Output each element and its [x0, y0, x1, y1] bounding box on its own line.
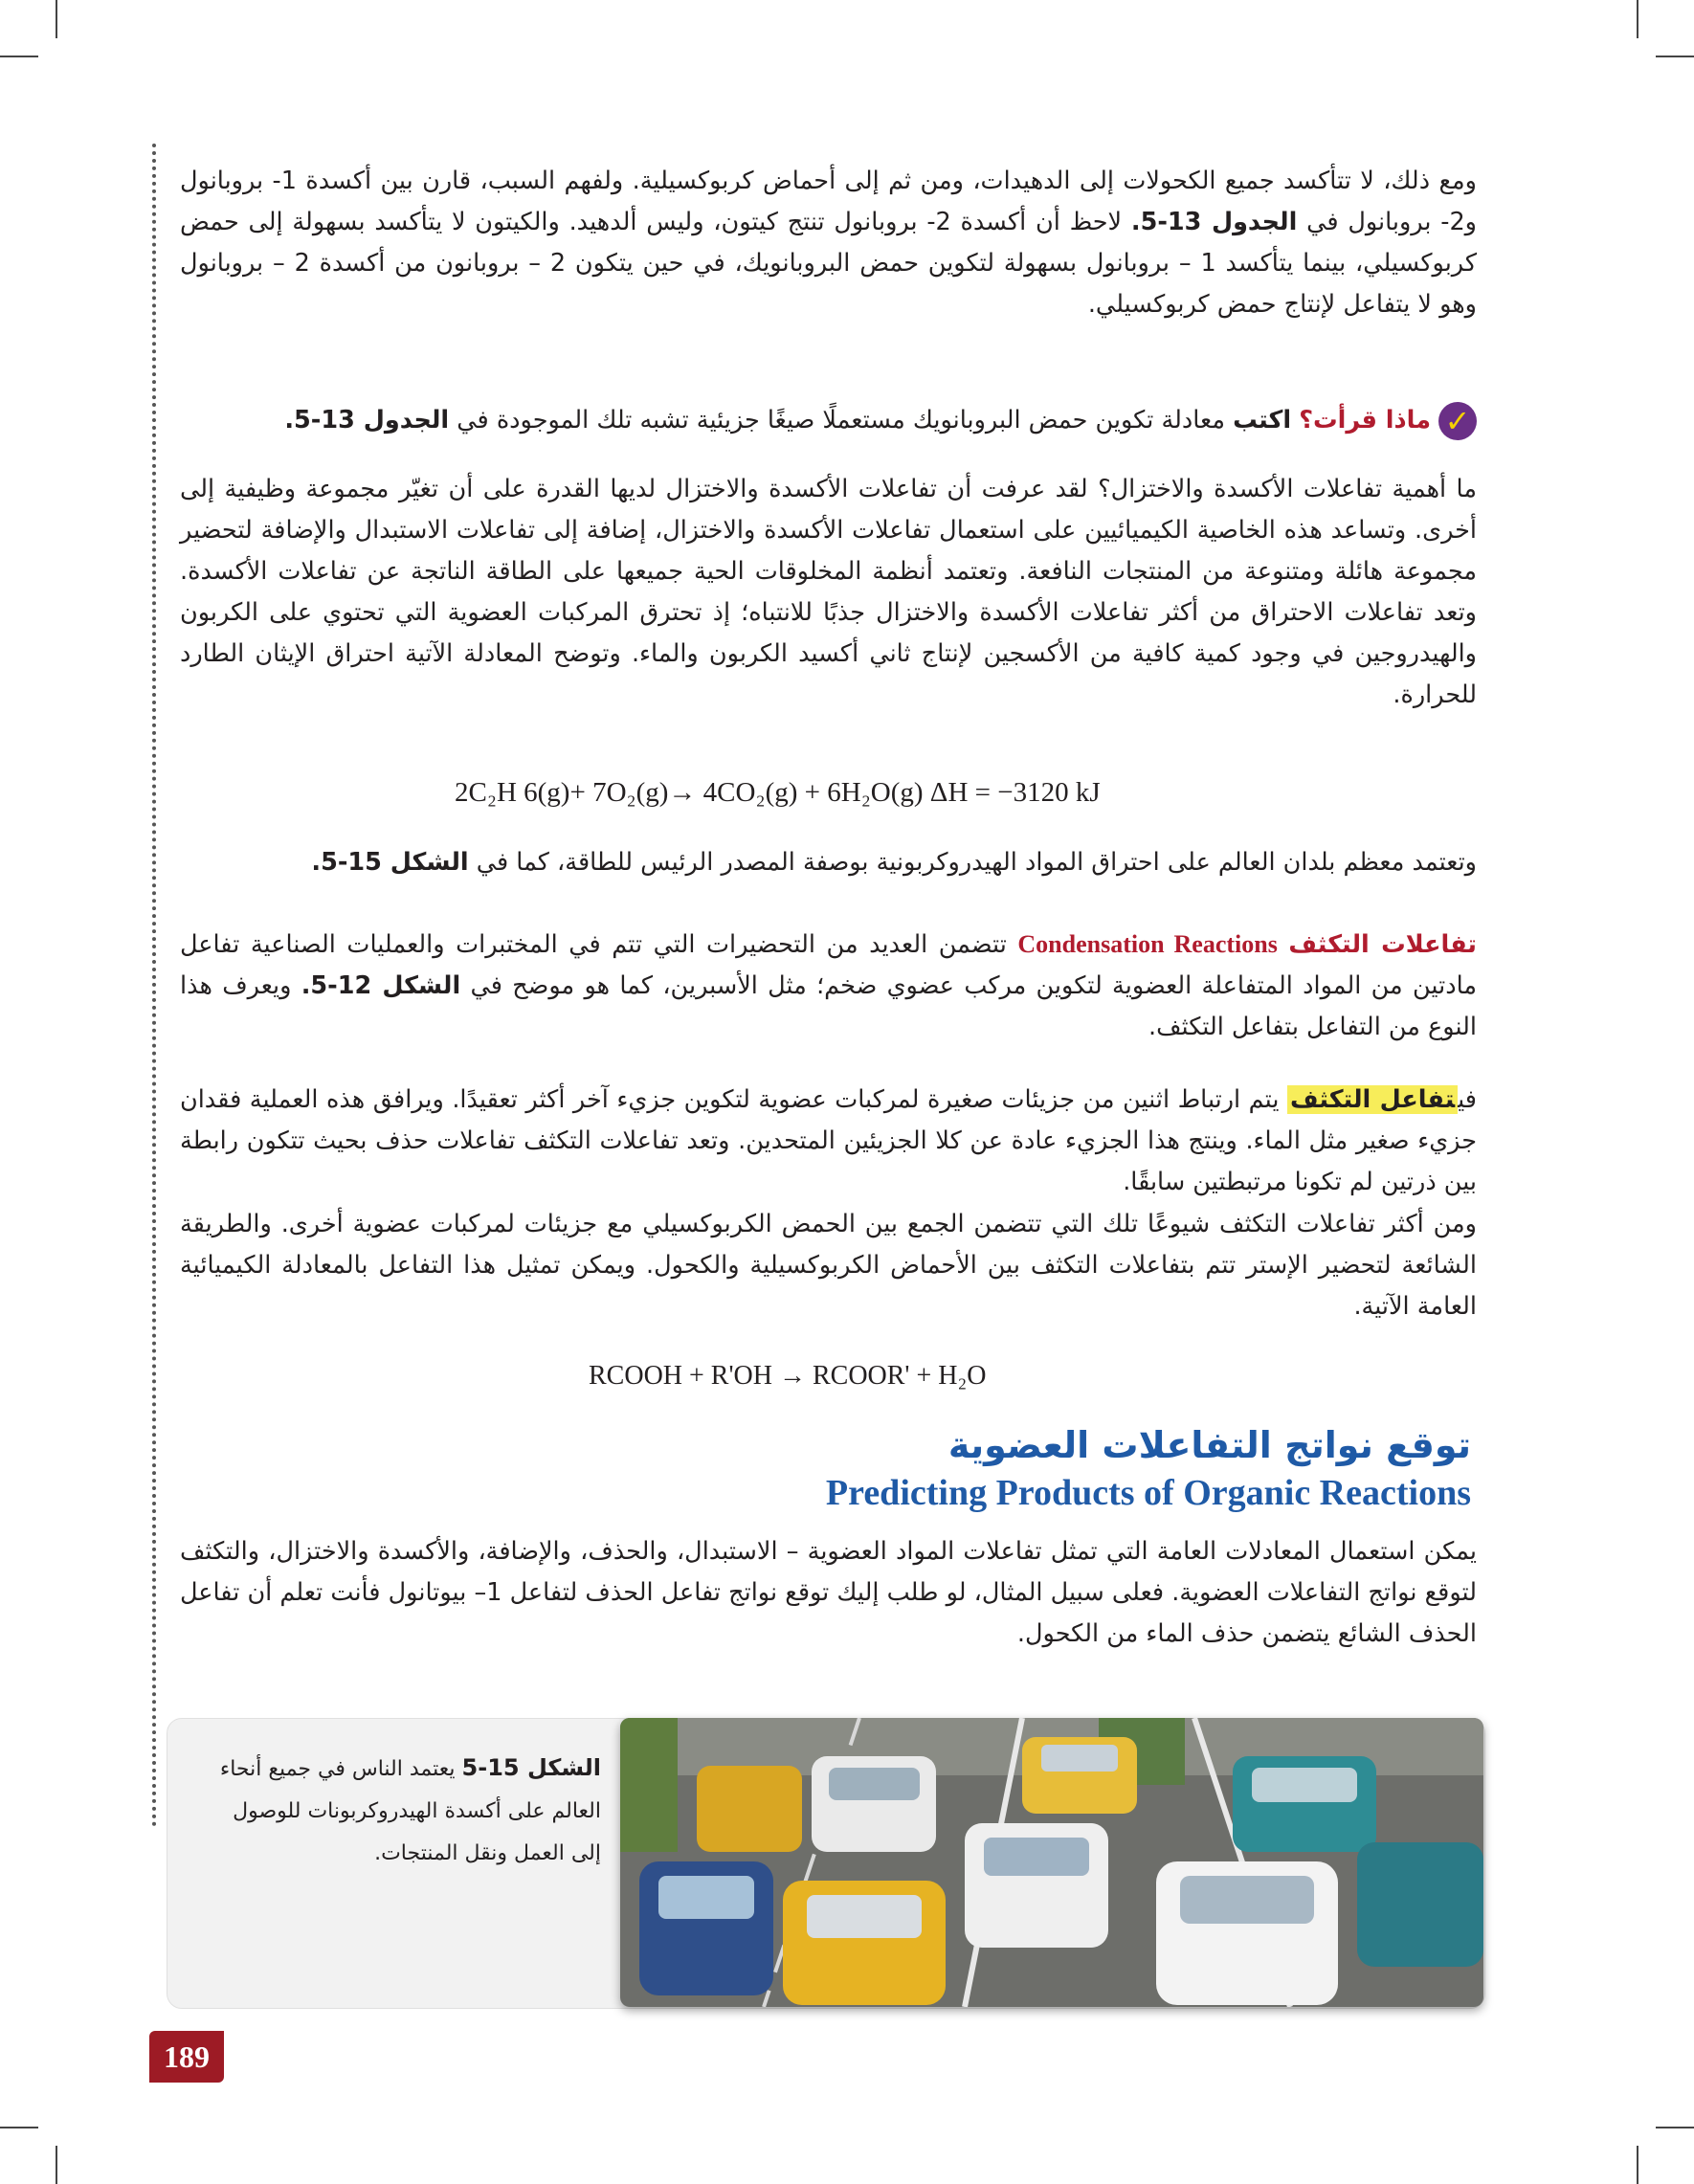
- traffic-photo: [620, 1718, 1483, 2007]
- section-title-english: Predicting Products of Organic Reactions: [825, 1473, 1471, 1513]
- reading-check-label: ماذا قرأت؟: [1299, 406, 1431, 435]
- crop-mark: [56, 2146, 57, 2184]
- paragraph-ester: [180, 1204, 1477, 1327]
- highlighted-term: تفاعل التكثف: [1287, 1085, 1458, 1114]
- figure-ref[interactable]: الشكل 12-5.: [301, 971, 461, 1000]
- reading-check-verb: اكتب: [1233, 406, 1292, 435]
- margin-dotted-rule: [152, 144, 156, 1828]
- para3-text: وتعتمد معظم بلدان العالم على احتراق المواد الهيدروكربونية بوصفة المصدر الرئيس للطاقة، كما في: [476, 848, 1477, 877]
- condensation-text-b: ويعرف هذا النوع من التفاعل بتفاعل التكثف.: [180, 971, 1477, 1041]
- para1-text-b: لاحظ أن أكسدة 2- بروبانول تنتج كيتون، وليس ألدهيد. والكيتون لا يتأكسد بسهولة إلى حمض كربوكسيلي، بينما يتأكسد 1 – بروبانول بسهولة لتكوين حمض البروبانويك، في حين يتكون 2 – بروبانون من أكسدة 2 – بروبانول وهو لا يتفاعل لإنتاج حمض كربوكسيلي.: [180, 208, 1478, 319]
- figure-label: الشكل 15-5: [461, 1754, 601, 1781]
- crop-mark: [0, 2127, 38, 2128]
- paragraph-oxidation-alcohols: [180, 161, 1477, 325]
- paragraph-condensation-definition: [180, 1080, 1477, 1203]
- para1-text: ومع ذلك، لا تتأكسد جميع الكحولات إلى الدهيدات، ومن ثم إلى أحماض كربوكسيلية. ولفهم السبب، قارن بين أكسدة 1- بروبانول و2- بروبانول في: [180, 167, 1477, 236]
- paragraph-condensation: [180, 924, 1477, 1048]
- table-ref[interactable]: الجدول 13-5.: [1130, 208, 1298, 236]
- crop-mark: [1637, 2146, 1638, 2184]
- checkmark-icon: ✓: [1438, 402, 1477, 440]
- para4-pre: في: [1458, 1085, 1477, 1114]
- figure-ref[interactable]: الشكل 15-5.: [311, 848, 469, 877]
- page-number: 189: [149, 2031, 224, 2083]
- para6-text: يمكن استعمال المعادلات العامة التي تمثل تفاعلات المواد العضوية – الاستبدال، والحذف، والإضافة، والأكسدة والاختزال، والتكثف لتوقع نواتج التفاعلات العضوية. فعلى سبيل المثال، لو طلب إليك توقع نواتج تفاعل الحذف لتفاعل 1– بيوتانول فأنت تعلم أن تفاعل الحذف الشائع يتضمن حذف الماء من الكحول.: [180, 1537, 1478, 1648]
- crop-mark: [0, 56, 38, 57]
- crop-mark: [56, 0, 57, 38]
- crop-mark: [1656, 2127, 1694, 2128]
- ester-equation: RCOOH + R'OH → RCOOR' + H₂O: [589, 1361, 987, 1391]
- paragraph-predicting-products: [180, 1531, 1477, 1655]
- reading-check-text: معادلة تكوين حمض البروبانويك مستعملًا صيغًا جزيئية تشبه تلك الموجودة في: [457, 406, 1225, 435]
- reading-check: [180, 400, 1477, 441]
- section-title-arabic: توقع نواتج التفاعلات العضوية: [947, 1424, 1471, 1466]
- combustion-equation: 2C₂H 6(g)+ 7O₂(g)→ 4CO₂(g) + 6H₂O(g) ΔH = −3120 kJ: [455, 777, 1101, 808]
- para5-text: ومن أكثر تفاعلات التكثف شيوعًا تلك التي تتضمن الجمع بين الحمض الكربوكسيلي مع جزيئات لمركبات عضوية أخرى. والطريقة الشائعة لتحضير الإستر تتم بتفاعلات التكثف بين الأحماض الكربوكسيلية والكحول. ويمكن تمثيل هذا التفاعل بالمعادلة الكيميائية العامة الآتية.: [180, 1210, 1477, 1321]
- para2-text: ما أهمية تفاعلات الأكسدة والاختزال؟ لقد عرفت أن تفاعلات الأكسدة والاختزال لديها القدرة على أن تغيّر مجموعة وظيفية إلى أخرى. وتساعد هذه الخاصية الكيميائيين على استعمال تفاعلات الأكسدة والاختزال، إضافة إلى تفاعلات الاستبدال والإضافة لتحضير مجموعة هائلة ومتنوعة من المنتجات النافعة. وتعتمد أنظمة المخلوقات الحية جميعها على الطاقة الناتجة عن تفاعلات الأكسدة. وتعد تفاعلات الاحتراق من أكثر تفاعلات الأكسدة والاختزال جذبًا للانتباه؛ إذ تحترق المركبات العضوية التي تحتوي على الكربون والهيدروجين في وجود كمية كافية من الأكسجين لإنتاج ثاني أكسيد الكربون والماء. وتوضح المعادلة الآتية احتراق الإيثان الطارد للحرارة.: [180, 475, 1477, 709]
- figure-caption: [199, 1747, 601, 1875]
- paragraph-hydrocarbon-energy: [180, 842, 1477, 883]
- condensation-heading-ar: تفاعلات التكثف: [1288, 930, 1477, 959]
- crop-mark: [1656, 56, 1694, 57]
- condensation-text: تتضمن العديد من التحضيرات التي تتم في المختبرات والعمليات الصناعية تفاعل مادتين من المواد المتفاعلة العضوية لتكوين مركب عضوي ضخم؛ مثل الأسبرين، كما هو موضح في: [180, 930, 1477, 1000]
- crop-mark: [1637, 0, 1638, 38]
- reading-check-ref[interactable]: الجدول 13-5.: [284, 406, 450, 435]
- para4-text: يتم ارتباط اثنين من جزيئات صغيرة لمركبات عضوية لتكوين جزيء آخر أكثر تعقيدًا. ويرافق هذه العملية فقدان جزيء صغير مثل الماء. وينتج هذا الجزيء عادة عن كلا الجزيئين المتحدين. وتعد تفاعلات التكثف تفاعلات حذف بحيث تتكون رابطة بين ذرتين لم تكونا مرتبطتين سابقًا.: [180, 1085, 1477, 1196]
- condensation-heading-en: Condensation Reactions: [1017, 930, 1278, 958]
- paragraph-redox-importance: [180, 469, 1477, 716]
- figure-caption-text: يعتمد الناس في جميع أنحاء العالم على أكسدة الهيدروكربونات للوصول إلى العمل ونقل المنتجات.: [219, 1757, 601, 1865]
